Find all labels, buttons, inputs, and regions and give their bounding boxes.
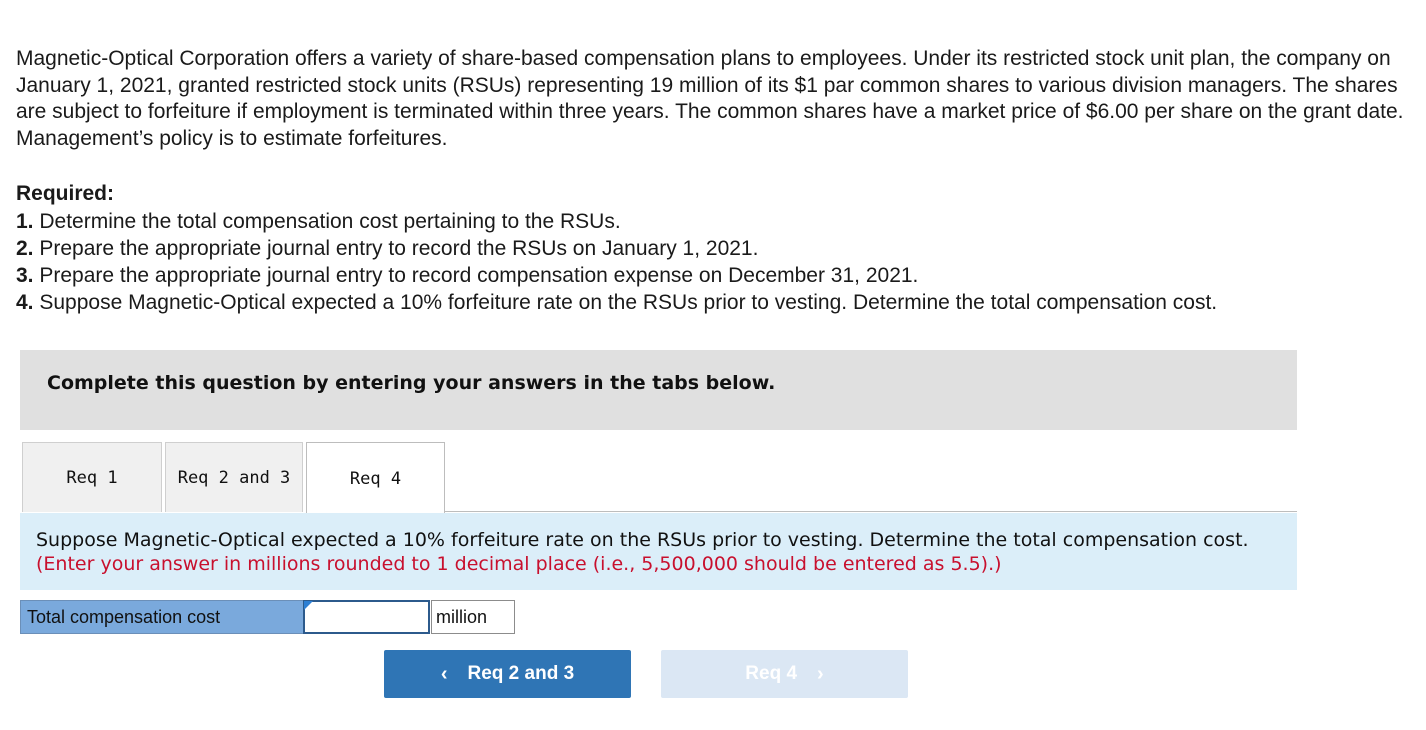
- answer-hint: (Enter your answer in millions rounded to 1 decimal place (i.e., 5,500,000 should be entered as 5.5).): [36, 553, 1002, 575]
- tab-req-1[interactable]: Req 1: [22, 442, 162, 512]
- required-item-number: 4.: [16, 291, 34, 314]
- required-list: [16, 208, 1217, 316]
- prev-req-label: Req 2 and 3: [467, 663, 575, 684]
- total-compensation-input[interactable]: [303, 600, 430, 634]
- tab-divider: [444, 511, 1297, 512]
- required-item-1: [16, 208, 1217, 235]
- required-item-number: 3.: [16, 264, 34, 287]
- instructions-banner: [20, 350, 1297, 430]
- chevron-left-icon: ‹: [440, 662, 448, 685]
- required-item-2: [16, 235, 1217, 262]
- instructions-text: Complete this question by entering your answers in the tabs below.: [47, 372, 776, 394]
- required-item-text: Prepare the appropriate journal entry to record compensation expense on December 31, 2021.: [33, 264, 919, 287]
- problem-intro: Magnetic-Optical Corporation offers a variety of share-based compensation plans to employees. Under its restricted stock unit plan, the company on January 1, 2021, granted restricted stock units (RSUs) representing 19 million of its $1 par common shares to various division managers. The shares are subject to forfeiture if employment is terminated within three years. The common shares have a market price of $6.00 per share on the grant date. Management’s policy is to estimate forfeitures.: [16, 47, 1404, 150]
- unit-label: million: [431, 600, 515, 634]
- input-corner-marker-icon: [304, 601, 313, 610]
- chevron-right-icon: ›: [817, 662, 824, 685]
- required-item-4: [16, 289, 1217, 316]
- prev-req-button[interactable]: [384, 650, 631, 698]
- question-panel: [20, 513, 1297, 590]
- question-text: Suppose Magnetic-Optical expected a 10% forfeiture rate on the RSUs prior to vesting. Determine the total compensation cost.: [36, 529, 1249, 551]
- required-item-3: [16, 262, 1217, 289]
- tab-req-4[interactable]: Req 4: [306, 442, 445, 514]
- required-item-text: Suppose Magnetic-Optical expected a 10% forfeiture rate on the RSUs prior to vesting. Determine the total compensation cost.: [33, 291, 1218, 314]
- tab-req-2-and-3[interactable]: Req 2 and 3: [165, 442, 303, 512]
- next-req-button[interactable]: [661, 650, 908, 698]
- total-compensation-label: Total compensation cost: [20, 600, 304, 634]
- required-item-text: Determine the total compensation cost pertaining to the RSUs.: [33, 210, 621, 233]
- required-item-number: 2.: [16, 237, 34, 260]
- required-item-number: 1.: [16, 210, 34, 233]
- next-req-label: Req 4: [745, 663, 798, 684]
- required-heading: Required:: [16, 182, 115, 205]
- required-item-text: Prepare the appropriate journal entry to record the RSUs on January 1, 2021.: [33, 237, 759, 260]
